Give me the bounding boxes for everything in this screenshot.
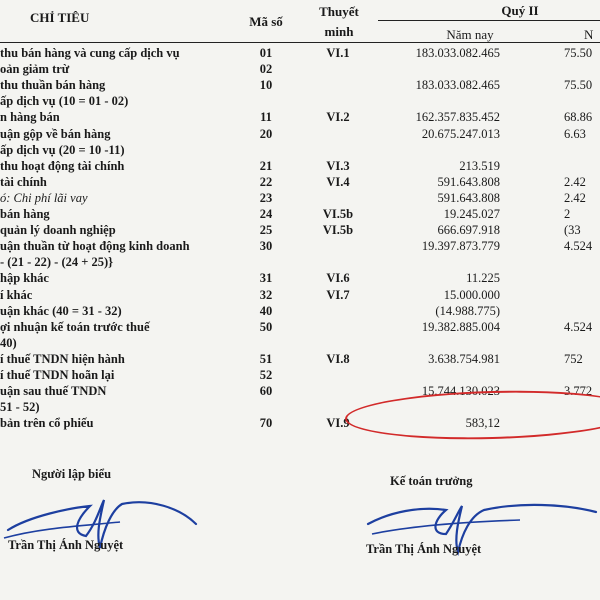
row-current-value: 3.638.754.981 — [428, 351, 500, 366]
row-code: 24 — [259, 207, 273, 221]
row-previous-value: 3.772 — [564, 384, 593, 399]
table-row — [0, 239, 600, 253]
row-note: VI.9 — [326, 416, 350, 431]
row-label: quản lý doanh nghiệp — [0, 223, 116, 238]
accountant-name: Trần Thị Ánh Nguyệt — [366, 542, 482, 556]
row-label: uận sau thuế TNDN — [0, 384, 107, 399]
header-bottom-line — [0, 42, 600, 43]
row-previous-value: 752 — [564, 351, 583, 366]
row-current-value: 15.000.000 — [443, 287, 500, 302]
row-current-value: 183.033.082.465 — [415, 46, 500, 60]
row-previous-value: 4.524 — [564, 319, 593, 334]
row-note: VI.3 — [326, 158, 350, 173]
header-previous-year: N — [584, 27, 594, 42]
row-current-value: 583,12 — [465, 416, 500, 431]
row-current-value: 19.245.027 — [443, 207, 500, 221]
row-code: 50 — [259, 319, 273, 334]
row-label: uận thuần từ hoạt động kinh doanh — [0, 239, 190, 254]
row-label: ó: Chi phí lãi vay — [0, 190, 88, 205]
row-label: í thuế TNDN hoãn lại — [0, 368, 115, 382]
row-label: 40) — [0, 335, 17, 350]
table-row — [0, 320, 600, 334]
row-label: thu bán hàng và cung cấp dịch vụ — [0, 46, 180, 60]
row-note: VI.7 — [326, 287, 350, 302]
row-note: VI.4 — [326, 174, 350, 189]
row-current-value: 162.357.835.452 — [415, 110, 500, 125]
row-current-value: (14.988.775) — [435, 303, 500, 318]
table-row — [0, 62, 600, 76]
row-previous-value: 6.63 — [564, 126, 586, 141]
row-previous-value: 2.42 — [564, 174, 586, 189]
row-code: 70 — [259, 416, 273, 431]
table-row — [0, 352, 600, 366]
row-label: bán hàng — [0, 207, 50, 221]
header-code: Mã số — [249, 14, 283, 29]
row-note: VI.2 — [326, 110, 350, 125]
accountant-title: Kế toán trưởng — [390, 474, 473, 488]
table-row — [0, 175, 600, 189]
row-note: VI.1 — [326, 46, 350, 60]
header-current-year: Năm nay — [446, 27, 494, 42]
row-previous-value: (33 — [564, 223, 581, 238]
row-current-value: 183.033.082.465 — [415, 78, 500, 93]
row-code: 32 — [259, 287, 273, 302]
row-code: 20 — [259, 126, 273, 141]
row-code: 40 — [259, 303, 273, 318]
row-current-value: 213.519 — [459, 158, 500, 173]
row-previous-value: 68.86 — [564, 110, 593, 125]
table-row — [0, 143, 600, 157]
row-note: VI.5b — [322, 207, 354, 221]
row-current-value: 19.397.873.779 — [421, 239, 500, 254]
row-label: uận khác (40 = 31 - 32) — [0, 303, 122, 318]
row-label: ợi nhuận kế toán trước thuế — [0, 319, 150, 334]
table-row — [0, 159, 600, 173]
table-row — [0, 255, 600, 269]
row-code: 30 — [259, 239, 273, 254]
row-current-value: 591.643.808 — [437, 174, 500, 189]
row-label: thu thuần bán hàng — [0, 78, 106, 93]
row-current-value: 591.643.808 — [437, 190, 500, 205]
table-row — [0, 223, 600, 237]
row-note: VI.8 — [326, 351, 350, 366]
table-row — [0, 271, 600, 285]
table-row — [0, 78, 600, 92]
table-row — [0, 288, 600, 302]
row-code: 25 — [259, 223, 273, 238]
row-current-value: 19.382.885.004 — [421, 319, 500, 334]
table-row — [0, 336, 600, 350]
row-label: tài chính — [0, 174, 47, 189]
row-current-value: 20.675.247.013 — [421, 126, 500, 141]
row-label: n hàng bán — [0, 110, 60, 125]
row-previous-value: 75.50 — [564, 78, 593, 93]
row-previous-value: 2.42 — [564, 190, 586, 205]
row-label: bản trên cổ phiếu — [0, 416, 94, 431]
table-row — [0, 127, 600, 141]
header-label: CHỈ TIÊU — [30, 10, 90, 25]
row-label: í thuế TNDN hiện hành — [0, 351, 125, 366]
row-code: 31 — [259, 271, 273, 286]
header-divider — [378, 20, 600, 21]
row-code: 11 — [260, 110, 272, 125]
table-row — [0, 368, 600, 382]
row-current-value: 15.744.130.023 — [421, 384, 500, 399]
row-code: 02 — [259, 62, 273, 77]
header-note-line2: minh — [324, 24, 354, 39]
row-code: 01 — [259, 46, 273, 60]
row-code: 60 — [259, 384, 273, 399]
row-previous-value: 2 — [564, 207, 571, 221]
table-row — [0, 46, 600, 60]
row-label: í khác — [0, 287, 33, 302]
row-label: oản giảm trừ — [0, 62, 70, 77]
row-code: 10 — [259, 78, 273, 93]
table-row — [0, 207, 600, 221]
header-note-line1: Thuyết — [319, 4, 359, 19]
row-note: VI.6 — [326, 271, 350, 286]
table-row — [0, 304, 600, 318]
row-label: - (21 - 22) - (24 + 25)} — [0, 255, 114, 270]
row-previous-value: 75.50 — [564, 46, 593, 60]
row-label: ấp dịch vụ (10 = 01 - 02) — [0, 94, 129, 109]
row-code: 52 — [259, 368, 273, 382]
row-code: 21 — [259, 158, 273, 173]
row-code: 51 — [259, 351, 273, 366]
row-label: 51 - 52) — [0, 400, 40, 415]
header-period: Quý II — [501, 3, 539, 18]
row-label: hập khác — [0, 271, 49, 286]
preparer-title: Người lập biểu — [32, 467, 112, 481]
preparer-name: Trần Thị Ánh Nguyệt — [8, 538, 124, 552]
row-label: uận gộp về bán hàng — [0, 126, 111, 141]
table-row — [0, 94, 600, 108]
row-label: ấp dịch vụ (20 = 10 -11) — [0, 142, 125, 157]
row-previous-value: 4.524 — [564, 239, 593, 254]
row-current-value: 11.225 — [466, 271, 500, 286]
row-note: VI.5b — [322, 223, 354, 238]
table-row — [0, 110, 600, 124]
row-label: thu hoạt động tài chính — [0, 158, 125, 173]
row-code: 23 — [259, 190, 273, 205]
table-row — [0, 191, 600, 205]
row-code: 22 — [259, 174, 273, 189]
row-current-value: 666.697.918 — [437, 223, 500, 238]
